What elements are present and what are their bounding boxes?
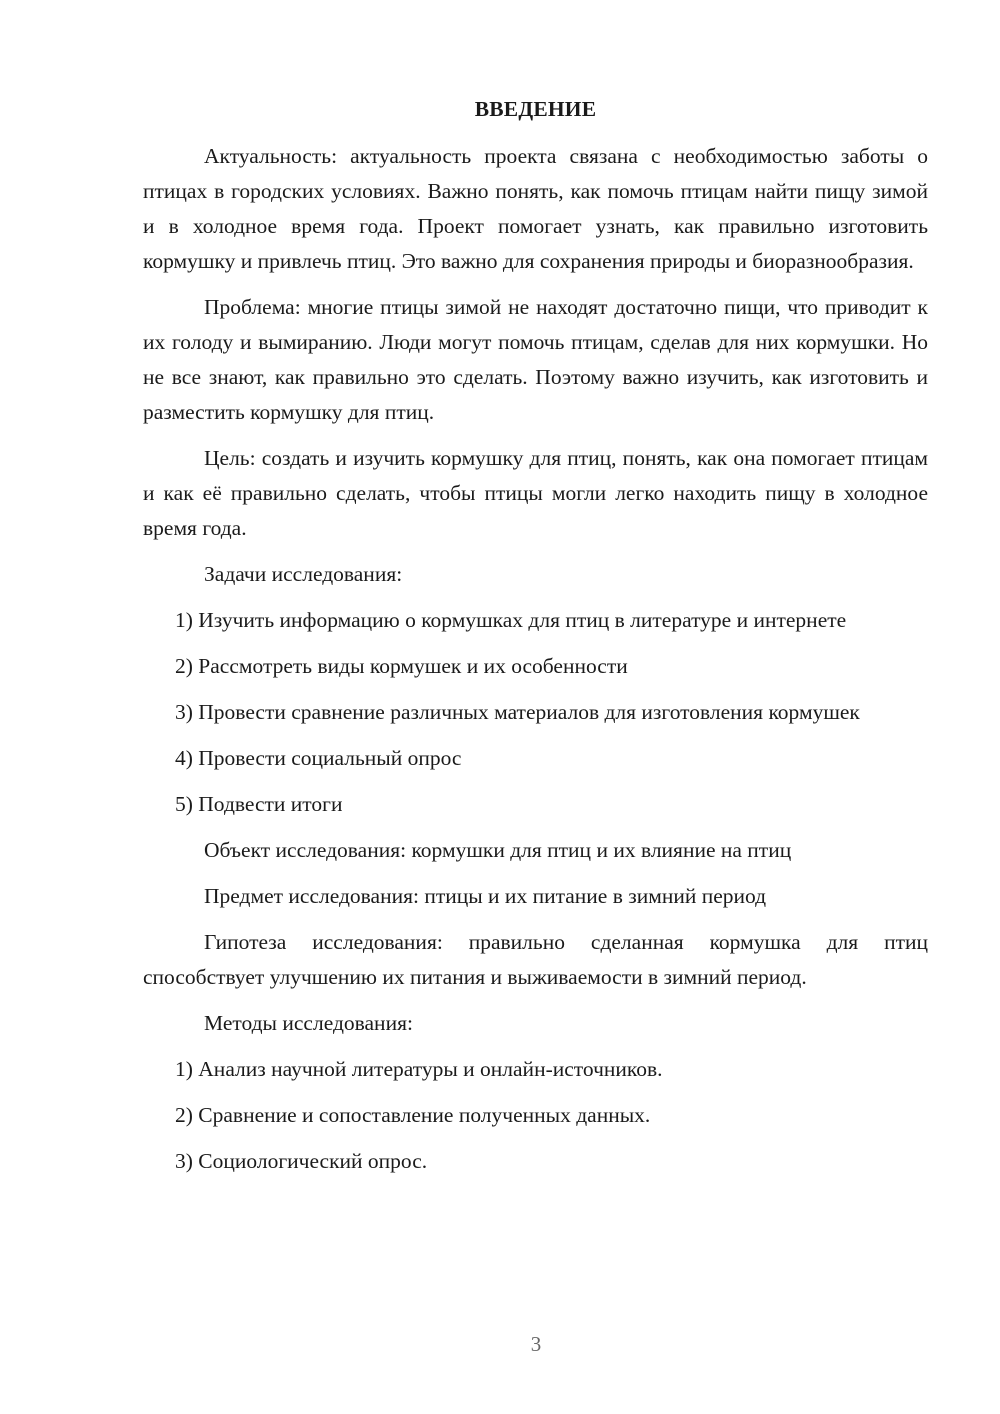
list-item-task-4: 4) Провести социальный опрос — [175, 746, 462, 770]
page-number: 3 — [530, 1332, 542, 1356]
paragraph-relevance: Актуальность: актуальность проекта связана с необходимостью заботы о птицах в городских условиях. Важно понять, как помочь птицам найти пищу зимой и в холодное время года. Проект помогает узнать, как правильно изготовить кормушку и привлечь птиц. Это важно для сохранения природы и биоразнообразия. — [143, 144, 928, 273]
paragraph-subject: Предмет исследования: птицы и их питание в зимний период — [204, 884, 767, 908]
paragraph-object: Объект исследования: кормушки для птиц и их влияние на птиц — [204, 838, 792, 862]
paragraph-goal: Цель: создать и изучить кормушку для птиц, понять, как она помогает птицам и как её правильно сделать, чтобы птицы могли легко находить пищу в холодное время года. — [143, 446, 928, 540]
paragraph-hypothesis: Гипотеза исследования: правильно сделанная кормушка для птиц способствует улучшению их питания и выживаемости в зимний период. — [143, 930, 928, 989]
list-item-task-5: 5) Подвести итоги — [175, 792, 343, 816]
document-page — [143, 92, 928, 1179]
list-item-method-1: 1) Анализ научной литературы и онлайн-источников. — [175, 1057, 663, 1081]
paragraph-methods-heading: Методы исследования: — [204, 1011, 413, 1035]
list-item-task-1: 1) Изучить информацию о кормушках для птиц в литературе и интернете — [175, 608, 847, 632]
section-title: ВВЕДЕНИЕ — [474, 97, 597, 121]
list-item-method-3: 3) Социологический опрос. — [175, 1149, 428, 1173]
list-item-method-2: 2) Сравнение и сопоставление полученных данных. — [175, 1103, 651, 1127]
paragraph-problem: Проблема: многие птицы зимой не находят достаточно пищи, что приводит к их голоду и вымиранию. Люди могут помочь птицам, сделав для них кормушки. Но не все знают, как правильно это сделать. Поэтому важно изучить, как изготовить и разместить кормушку для птиц. — [143, 295, 928, 424]
paragraph-tasks-heading: Задачи исследования: — [204, 562, 403, 586]
list-item-task-3: 3) Провести сравнение различных материалов для изготовления кормушек — [175, 700, 860, 724]
list-item-task-2: 2) Рассмотреть виды кормушек и их особенности — [175, 654, 628, 678]
